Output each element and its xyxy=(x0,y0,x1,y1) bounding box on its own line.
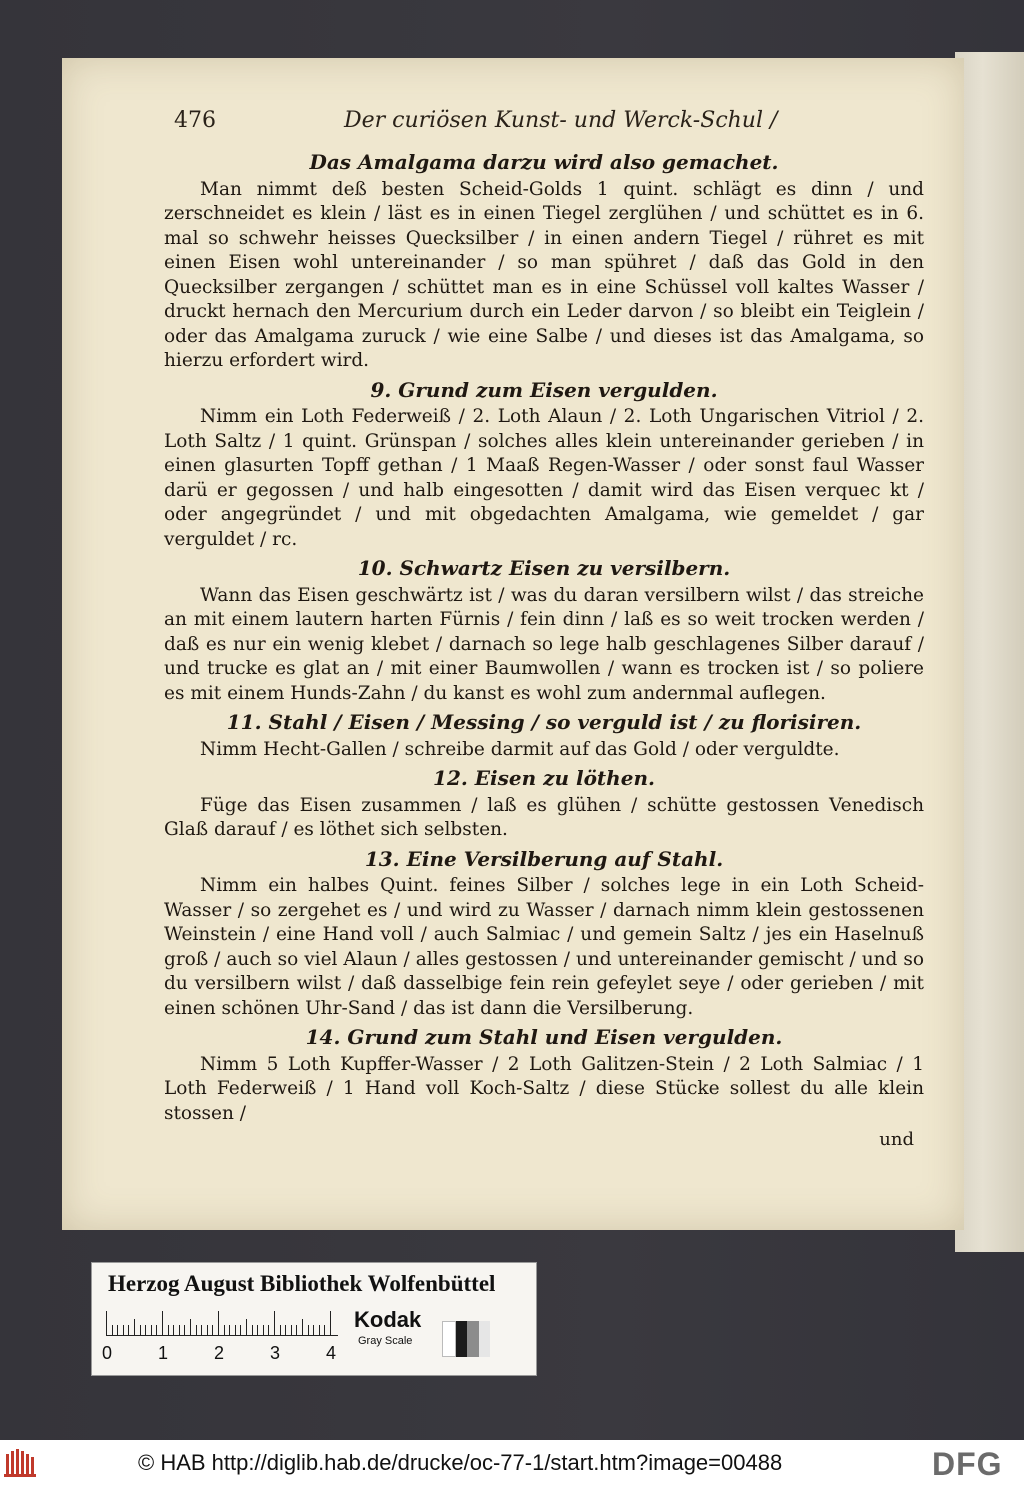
section-text: Man nimmt deß besten Scheid-Golds 1 quint. schlägt es dinn / und zerschneidet es klein / läst es in einen Tiegel zerglühen / und schüttet es in 6. mal so schwehr heisses Quecksilber / in einen andern Tiegel / rühret es mit einen Eisen wohl untereinander / so man spühret / daß das Gold in den Quecksilber zergangen / schüttet man es in eine Schüssel voll kaltes Wasser / druckt hernach den Mercurium durch ein Leder darvon / so bleibt ein Teiglein / oder das Amalgama zuruck / wie eine Salbe / und dieses ist das Amalgama, so hierzu erfordert wird. xyxy=(164,178,924,371)
patch-black xyxy=(456,1321,468,1357)
scale-number: 1 xyxy=(158,1343,169,1363)
footer-bar xyxy=(0,1440,1024,1486)
hab-logo-icon xyxy=(4,1448,44,1478)
ruler-tick xyxy=(112,1325,113,1335)
ruler-tick xyxy=(145,1325,146,1335)
section-heading: 14. Grund zum Stahl und Eisen vergulden. xyxy=(305,1025,783,1049)
ruler-tick xyxy=(196,1325,197,1335)
ruler-tick xyxy=(173,1325,174,1335)
ruler-tick xyxy=(240,1325,241,1335)
ruler-tick xyxy=(123,1325,124,1335)
ruler-tick xyxy=(212,1325,213,1335)
ruler-tick xyxy=(330,1311,331,1335)
scale-ruler xyxy=(106,1309,338,1336)
ruler-tick xyxy=(229,1325,230,1335)
ruler-tick xyxy=(308,1325,309,1335)
ruler-tick xyxy=(285,1325,286,1335)
gray-scale-label: Gray Scale xyxy=(358,1335,413,1347)
patch-gray xyxy=(467,1321,479,1357)
section-heading: 13. Eine Versilberung auf Stahl. xyxy=(364,846,724,871)
ruler-tick xyxy=(274,1311,275,1335)
ruler-tick xyxy=(151,1325,152,1335)
ruler-tick xyxy=(156,1325,157,1335)
ruler-tick xyxy=(201,1325,202,1335)
kodak-logo: Kodak xyxy=(354,1307,422,1332)
dfg-logo: DFG xyxy=(932,1446,1003,1482)
running-head xyxy=(174,108,874,138)
library-name: Herzog August Bibliothek Wolfenbüttel xyxy=(108,1271,496,1296)
section-heading: 10. Schwartz Eisen zu versilbern. xyxy=(357,556,731,580)
catchword: und xyxy=(879,1129,914,1150)
ruler-tick xyxy=(190,1319,191,1335)
section-text: Nimm Hecht-Gallen / schreibe darmit auf das Gold / oder verguldte. xyxy=(200,738,840,760)
section-heading: Das Amalgama darzu wird also gemachet. xyxy=(309,150,779,174)
ruler-tick xyxy=(246,1319,247,1335)
scale-number: 0 xyxy=(102,1343,113,1363)
book-page xyxy=(62,58,964,1230)
section-text: Nimm 5 Loth Kupffer-Wasser / 2 Loth Galitzen-Stein / 2 Loth Salmiac / 1 Loth Federweiß / 1 Hand voll Koch-Saltz / diese Stücke sollest du alle klein stossen / xyxy=(164,1053,924,1124)
ruler-tick xyxy=(235,1325,236,1335)
section-text: Nimm ein halbes Quint. feines Silber / solches lege in ein Loth Scheid-Wasser / so zergehet es / und wird zu Wasser / darnach nimm klein gestossenen Weinstein / eine Hand voll / auch Salmiac / und gemein Saltz / jes ein Haselnuß groß / auch so viel Alaun / alles gestossen / und untereinander gemischt / und so du versilbern wilst / daß dasselbige fein rein gefeylet seye / oder gerieben / mit einen schönen Uhr-Sand / das ist dann die Versilberung. xyxy=(164,875,924,1019)
running-head-title: Der curiösen Kunst- und Werck-Schul / xyxy=(344,108,778,133)
facing-page-edge xyxy=(955,52,1024,1252)
section-heading: 11. Stahl / Eisen / Messing / so verguld ist / zu florisiren. xyxy=(226,710,862,734)
scale-number: 3 xyxy=(270,1343,281,1363)
page-content xyxy=(164,146,924,1153)
ruler-tick xyxy=(324,1325,325,1335)
section-text: Füge das Eisen zusammen / laß es glühen / schütte gestossen Venedisch Glaß darauf / es löthet sich selbsten. xyxy=(164,794,924,840)
ruler-tick xyxy=(313,1325,314,1335)
ruler-tick xyxy=(184,1325,185,1335)
ruler-tick xyxy=(128,1325,129,1335)
ruler-tick xyxy=(168,1325,169,1335)
ruler-tick xyxy=(179,1325,180,1335)
ruler-tick xyxy=(134,1319,135,1335)
ruler-tick xyxy=(280,1325,281,1335)
ruler-tick xyxy=(207,1325,208,1335)
patch-light xyxy=(479,1321,491,1357)
section-heading: 9. Grund zum Eisen vergulden. xyxy=(370,377,718,402)
gray-patches xyxy=(442,1321,490,1357)
ruler-tick xyxy=(296,1325,297,1335)
ruler-tick xyxy=(291,1325,292,1335)
ruler-tick xyxy=(106,1311,107,1335)
ruler-tick xyxy=(268,1325,269,1335)
patch-white xyxy=(442,1321,456,1357)
ruler-tick xyxy=(218,1311,219,1335)
scale-number: 4 xyxy=(326,1343,337,1363)
ruler-tick xyxy=(302,1319,303,1335)
section-heading: 12. Eisen zu löthen. xyxy=(433,766,655,790)
ruler-tick xyxy=(263,1325,264,1335)
section-text: Nimm ein Loth Federweiß / 2. Loth Alaun / 2. Loth Ungarischen Vitriol / 2. Loth Saltz / 1 quint. Grünspan / solches alles klein untereinander gerieben / in einen glasurten Topff gethan / 1 Maaß Regen-Wasser / oder sonst faul Wasser darü er gegossen / und halb eingesotten / damit wird das Eisen verquec kt / oder angegründet / und mit obgedachten Amalgama, wie gemeldet / gar verguldet / rc. xyxy=(164,406,924,550)
ruler-tick xyxy=(252,1325,253,1335)
scale-number: 2 xyxy=(214,1343,225,1363)
ruler-tick xyxy=(140,1325,141,1335)
ruler-tick xyxy=(224,1325,225,1335)
ruler-tick xyxy=(257,1325,258,1335)
page-number: 476 xyxy=(174,108,216,133)
section-text: Wann das Eisen geschwärtz ist / was du daran versilbern wilst / das streiche an mit einem lautern harten Fürnis / fein dinn / laß es so weit trocken werden / daß es nur ein wenig klebet / darnach so lege halb geschlagenes Silber darauf / und trucke es glat an / mit einer Baumwollen / wann es trocken ist / so poliere es mit einem Hunds-Zahn / du kanst es wohl zum andernmal auflegen. xyxy=(164,584,924,704)
ruler-tick xyxy=(162,1311,163,1335)
color-calibration-card xyxy=(91,1262,537,1376)
ruler-tick xyxy=(319,1325,320,1335)
copyright-link[interactable]: © HAB http://diglib.hab.de/drucke/oc-77-1/start.htm?image=00488 xyxy=(138,1450,783,1475)
ruler-tick xyxy=(117,1325,118,1335)
